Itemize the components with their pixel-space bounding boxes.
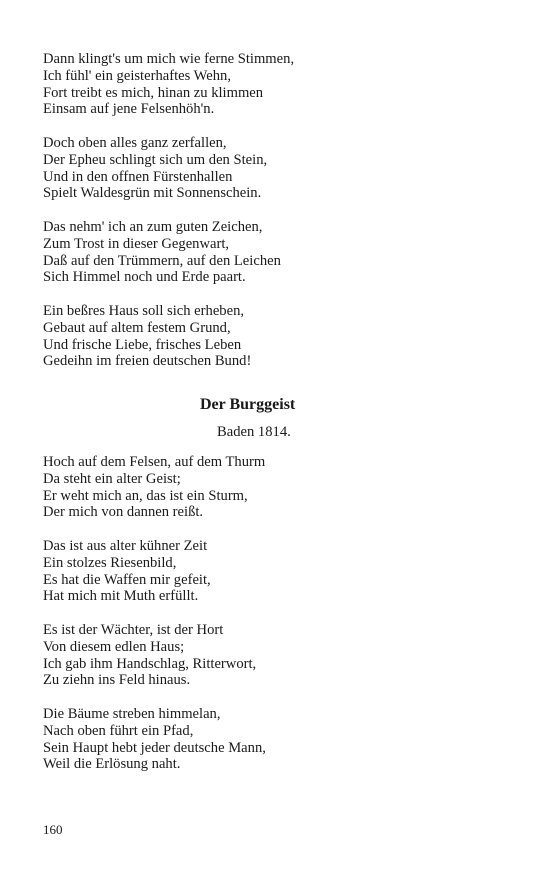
verse-line: Gebaut auf altem festem Grund, bbox=[43, 319, 231, 336]
poem-title-text: Der Burggeist bbox=[200, 396, 296, 413]
verse-line: Ich fühl' ein geisterhaftes Wehn, bbox=[43, 67, 232, 84]
stanza-5 bbox=[43, 454, 513, 521]
verse-line: Von diesem edlen Haus; bbox=[43, 638, 185, 655]
verse-line: Sich Himmel noch und Erde paart. bbox=[43, 269, 246, 286]
verse-line: Das ist aus alter kühner Zeit bbox=[43, 538, 208, 554]
verse-line: Gedeihn im freien deutschen Bund! bbox=[43, 353, 252, 370]
verse-line: Der mich von dannen reißt. bbox=[43, 504, 204, 521]
verse-line: Hoch auf dem Felsen, auf dem Thurm bbox=[43, 454, 266, 470]
verse-line: Und in den offnen Fürstenhallen bbox=[43, 168, 233, 185]
verse-line: Es hat die Waffen mir gefeit, bbox=[43, 571, 211, 588]
stanza-4 bbox=[43, 303, 513, 370]
stanza-6 bbox=[43, 538, 513, 605]
poem-subtitle-text: Baden 1814. bbox=[217, 424, 291, 440]
verse-line: Doch oben alles ganz zerfallen, bbox=[43, 135, 227, 151]
verse-line: Da steht ein alter Geist; bbox=[43, 470, 181, 487]
verse-line: Hat mich mit Muth erfüllt. bbox=[43, 588, 199, 605]
verse-line: Nach oben führt ein Pfad, bbox=[43, 722, 194, 739]
verse-line: Das nehm' ich an zum guten Zeichen, bbox=[43, 219, 263, 235]
stanza-1 bbox=[43, 51, 513, 118]
verse-line: Ein stolzes Riesenbild, bbox=[43, 554, 177, 571]
verse-line: Er weht mich an, das ist ein Sturm, bbox=[43, 487, 248, 504]
verse-line: Zum Trost in dieser Gegenwart, bbox=[43, 235, 230, 252]
stanza-8 bbox=[43, 706, 513, 773]
verse-line: Fort treibt es mich, hinan zu klimmen bbox=[43, 84, 264, 101]
verse-line: Spielt Waldesgrün mit Sonnenschein. bbox=[43, 185, 262, 202]
verse-line: Der Epheu schlingt sich um den Stein, bbox=[43, 151, 268, 168]
verse-line: Ein beßres Haus soll sich erheben, bbox=[43, 303, 245, 319]
verse-line: Ich gab ihm Handschlag, Ritterwort, bbox=[43, 655, 257, 672]
verse-line: Weil die Erlösung naht. bbox=[43, 756, 181, 773]
verse-line: Es ist der Wächter, ist der Hort bbox=[43, 622, 224, 638]
verse-line: Und frische Liebe, frisches Leben bbox=[43, 336, 242, 353]
stanza-3 bbox=[43, 219, 513, 286]
page-number: 160 bbox=[43, 822, 63, 837]
verse-line: Die Bäume streben himmelan, bbox=[43, 706, 221, 722]
verse-line: Zu ziehn ins Feld hinaus. bbox=[43, 672, 191, 689]
verse-line: Sein Haupt hebt jeder deutsche Mann, bbox=[43, 739, 266, 756]
stanza-7 bbox=[43, 622, 513, 689]
verse-line: Daß auf den Trümmern, auf den Leichen bbox=[43, 252, 281, 269]
stanza-2 bbox=[43, 135, 513, 202]
verse-line: Einsam auf jene Felsenhöh'n. bbox=[43, 101, 215, 118]
verse-line: Dann klingt's um mich wie ferne Stimmen, bbox=[43, 51, 295, 67]
